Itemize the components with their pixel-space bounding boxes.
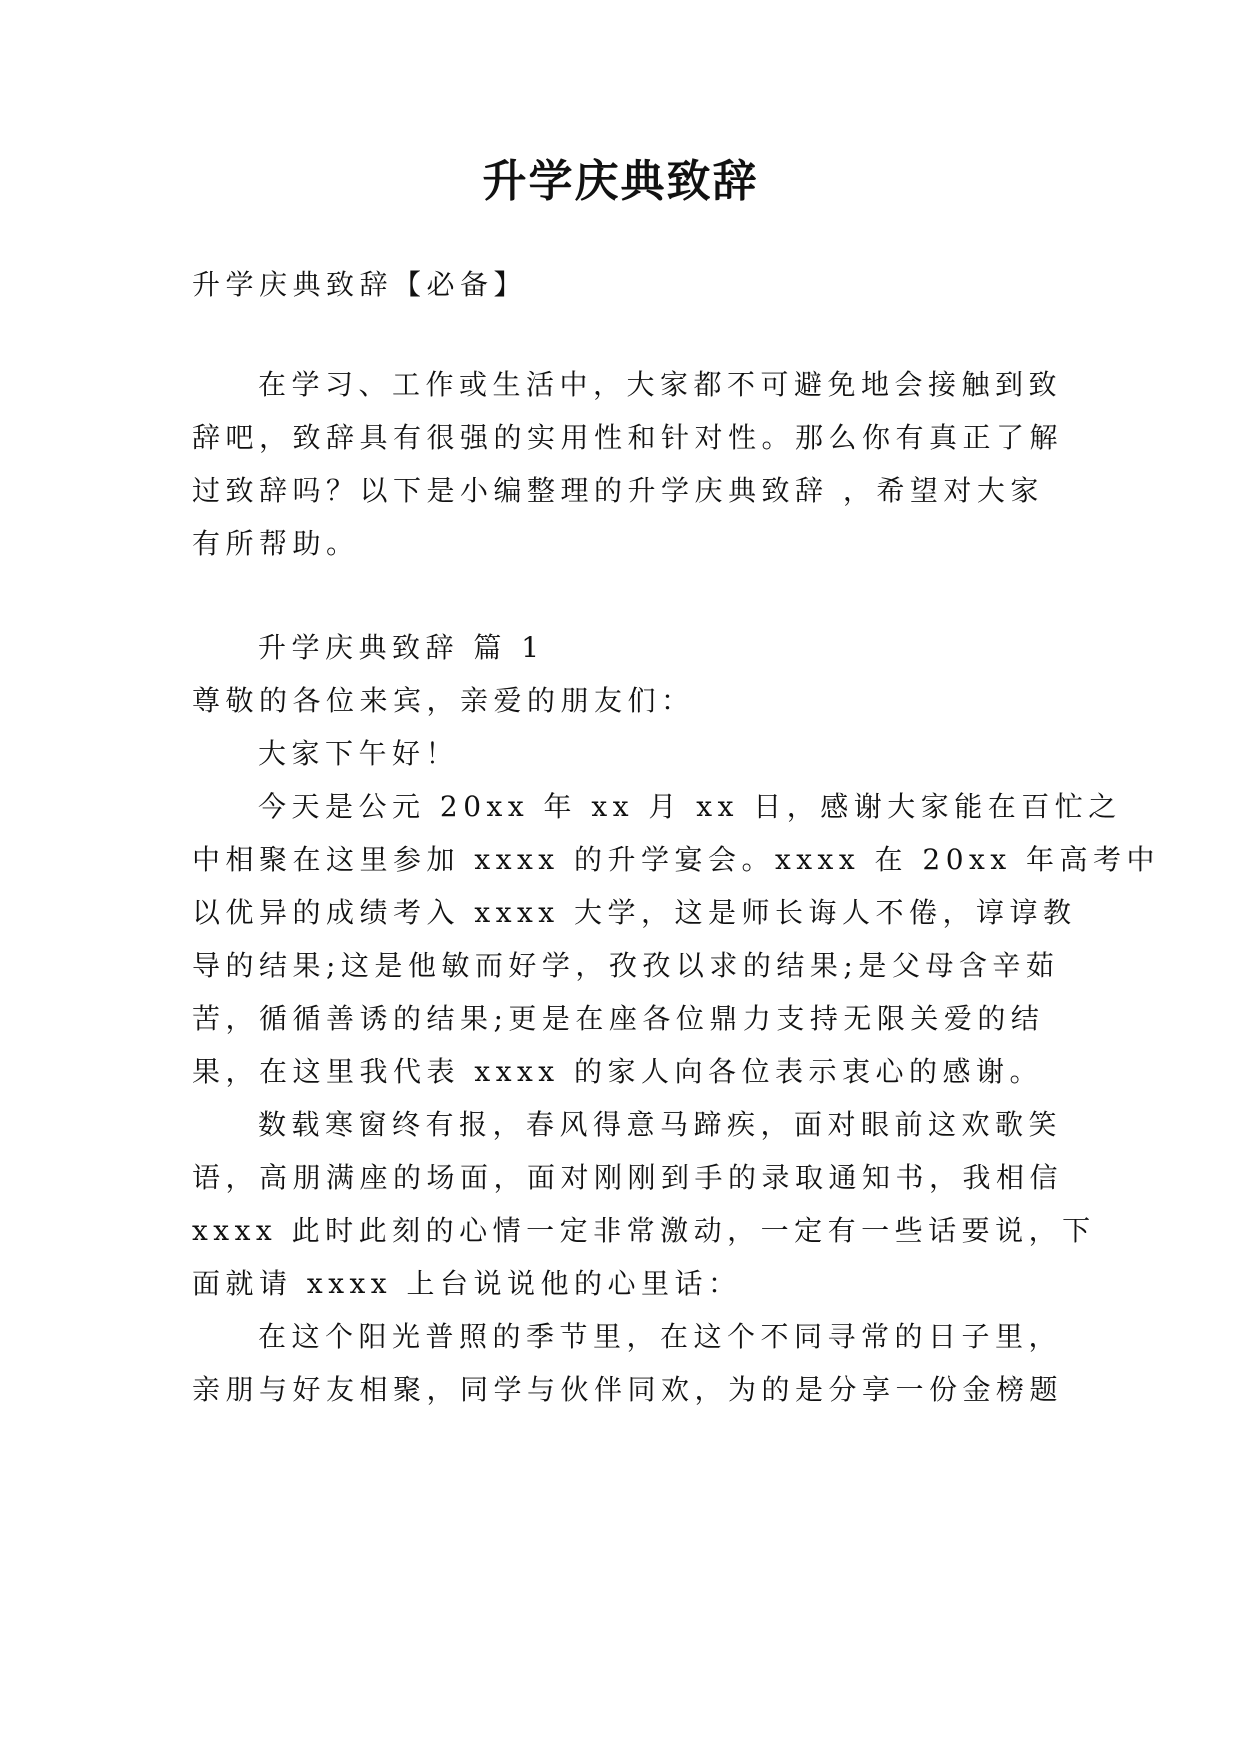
body-line: 亲朋与好友相聚，同学与伙伴同欢，为的是分享一份金榜题 xyxy=(192,1373,1064,1406)
body-line: 数载寒窗终有报，春风得意马蹄疾，面对眼前这欢歌笑 xyxy=(258,1108,1063,1141)
document-title: 升学庆典致辞 xyxy=(482,156,759,207)
intro-line: 有所帮助。 xyxy=(192,527,360,560)
body-line: 今天是公元 20xx 年 xx 月 xx 日，感谢大家能在百忙之 xyxy=(258,790,1122,823)
intro-line: 在学习、工作或生活中，大家都不可避免地会接触到致 xyxy=(258,368,1063,401)
body-line: 果，在这里我代表 xxxx 的家人向各位表示衷心的感谢。 xyxy=(192,1055,1043,1088)
document-subtitle: 升学庆典致辞【必备】 xyxy=(192,268,528,301)
body-line: 导的结果;这是他敏而好学，孜孜以求的结果;是父母含辛茹 xyxy=(192,949,1060,982)
intro-line: 辞吧，致辞具有很强的实用性和针对性。那么你有真正了解 xyxy=(192,421,1064,454)
body-line: 中相聚在这里参加 xxxx 的升学宴会。xxxx 在 20xx 年高考中 xyxy=(192,843,1161,876)
body-line: 语，高朋满座的场面，面对刚刚到手的录取通知书，我相信 xyxy=(192,1161,1064,1194)
body-line: 面就请 xxxx 上台说说他的心里话： xyxy=(192,1267,742,1300)
greeting: 大家下午好！ xyxy=(258,737,460,770)
body-line: 在这个阳光普照的季节里，在这个不同寻常的日子里， xyxy=(258,1320,1063,1353)
body-line: xxxx 此时此刻的心情一定非常激动，一定有一些话要说，下 xyxy=(192,1214,1096,1247)
body-line: 苦，循循善诱的结果;更是在座各位鼎力支持无限关爱的结 xyxy=(192,1002,1045,1035)
salutation: 尊敬的各位来宾，亲爱的朋友们： xyxy=(192,684,695,717)
body-line: 以优异的成绩考入 xxxx 大学，这是师长诲人不倦，谆谆教 xyxy=(192,896,1077,929)
intro-line: 过致辞吗？以下是小编整理的升学庆典致辞 ，希望对大家 xyxy=(192,474,1044,507)
section-heading: 升学庆典致辞 篇 1 xyxy=(258,631,545,664)
